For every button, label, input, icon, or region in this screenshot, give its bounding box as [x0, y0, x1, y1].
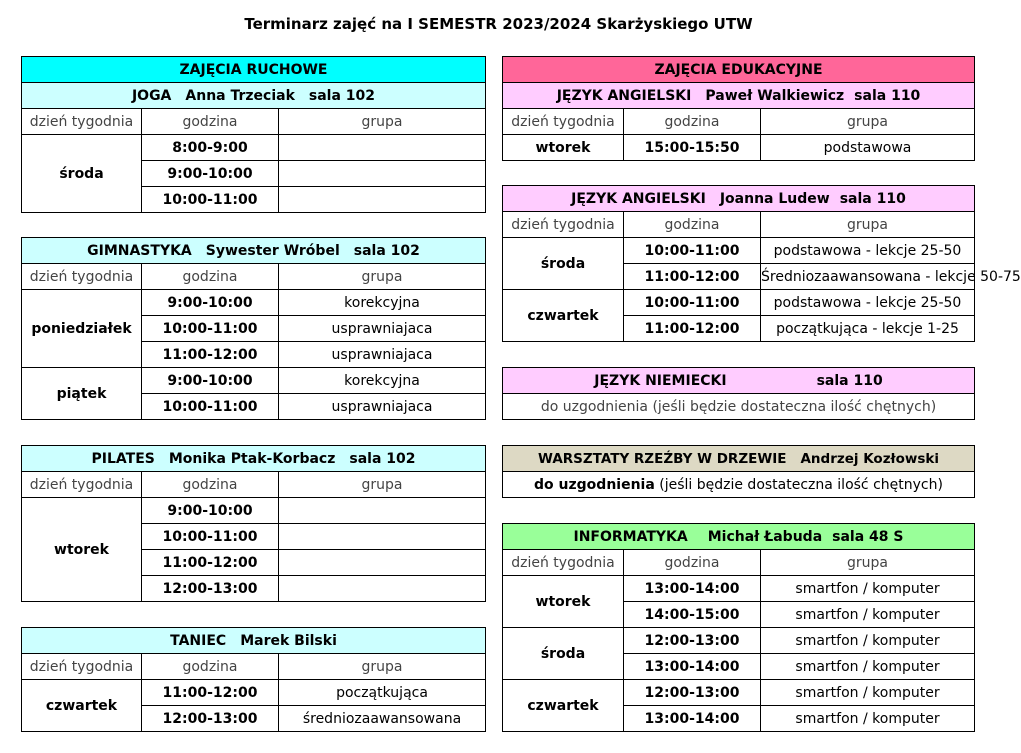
group-cell: podstawowa: [761, 135, 975, 161]
informatyka-title: [503, 524, 975, 550]
niemiecki-table: [502, 367, 975, 420]
day-cell: środa: [503, 628, 624, 680]
col-day-label: dzień tygodnia: [503, 212, 624, 238]
group-cell: smartfon / komputer: [761, 654, 975, 680]
col-group-label: grupa: [279, 654, 486, 680]
gimnastyka-block: [21, 237, 486, 420]
teacher-name: Sywester Wróbel: [205, 242, 340, 259]
col-day-label: dzień tygodnia: [22, 264, 142, 290]
group-cell: usprawniajaca: [279, 342, 486, 368]
group-cell: [279, 524, 486, 550]
col-group-label: grupa: [279, 472, 486, 498]
rzezba-note: [503, 472, 975, 498]
course-name: JĘZYK NIEMIECKI: [594, 372, 727, 389]
col-group-label: grupa: [279, 264, 486, 290]
time-cell: 10:00-11:00: [142, 187, 279, 213]
niemiecki-block: [502, 367, 975, 420]
col-group-label: grupa: [761, 212, 975, 238]
rzezba-note-bold: do uzgodnienia: [534, 476, 655, 493]
course-name: INFORMATYKA: [573, 528, 688, 545]
col-group-label: grupa: [279, 109, 486, 135]
angielski-ludew-block: [502, 185, 1021, 342]
room: sala 102: [308, 87, 376, 104]
angielski-walkiewicz-block: [502, 56, 975, 161]
day-cell: czwartek: [503, 290, 624, 342]
group-cell: średniozaawansowana: [279, 706, 486, 732]
room: sala 110: [816, 372, 883, 389]
group-cell: [279, 187, 486, 213]
time-cell: 9:00-10:00: [142, 290, 279, 316]
time-cell: 11:00-12:00: [142, 680, 279, 706]
group-cell: [279, 576, 486, 602]
group-cell: Średniozaawansowana - lekcje 50-75: [761, 264, 975, 290]
teacher-name: Michał Łabuda: [707, 528, 823, 545]
col-hour-label: godzina: [142, 109, 279, 135]
course-name: TANIEC: [170, 632, 227, 649]
time-cell: 12:00-13:00: [142, 706, 279, 732]
time-cell: 15:00-15:50: [624, 135, 761, 161]
angielski-walkiewicz-title: [503, 83, 975, 109]
niemiecki-title: [503, 368, 975, 394]
time-cell: 8:00-9:00: [142, 135, 279, 161]
time-cell: 11:00-12:00: [624, 264, 761, 290]
time-cell: 10:00-11:00: [624, 290, 761, 316]
col-hour-label: godzina: [142, 472, 279, 498]
taniec-table: [21, 627, 486, 732]
course-name: JĘZYK ANGIELSKI: [556, 87, 692, 104]
time-cell: 9:00-10:00: [142, 498, 279, 524]
angielski-ludew-title: [503, 186, 975, 212]
group-cell: [279, 135, 486, 161]
group-cell: [279, 550, 486, 576]
rzezba-note-rest: (jeśli będzie dostateczna ilość chętnych): [659, 476, 943, 493]
page-title: Terminarz zajęć na I SEMESTR 2023/2024 Skarżyskiego UTW: [244, 15, 753, 33]
rzezba-table: [502, 445, 975, 498]
day-cell: czwartek: [22, 680, 142, 732]
group-cell: usprawniajaca: [279, 394, 486, 420]
teacher-name: Marek Bilski: [240, 632, 337, 649]
col-day-label: dzień tygodnia: [22, 109, 142, 135]
course-name: PILATES: [91, 450, 155, 467]
room: sala 110: [854, 87, 921, 104]
informatyka-block: [502, 523, 975, 732]
group-cell: podstawowa - lekcje 25-50: [761, 290, 975, 316]
taniec-title: [22, 628, 486, 654]
teacher-name: Joanna Ludew: [719, 190, 830, 207]
day-cell: piątek: [22, 368, 142, 420]
time-cell: 14:00-15:00: [624, 602, 761, 628]
joga-title: [22, 83, 486, 109]
room: sala 102: [353, 242, 420, 259]
room: sala 102: [349, 450, 416, 467]
taniec-block: [21, 627, 486, 732]
day-cell: środa: [503, 238, 624, 290]
zajecia-edukacyjne-header: ZAJĘCIA EDUKACYJNE: [503, 57, 975, 83]
teacher-name: Andrzej Kozłowski: [800, 450, 939, 467]
day-cell: wtorek: [503, 135, 624, 161]
group-cell: smartfon / komputer: [761, 602, 975, 628]
time-cell: 12:00-13:00: [624, 628, 761, 654]
col-day-label: dzień tygodnia: [503, 109, 624, 135]
group-cell: smartfon / komputer: [761, 628, 975, 654]
time-cell: 9:00-10:00: [142, 368, 279, 394]
zajecia-ruchowe-header: ZAJĘCIA RUCHOWE: [22, 57, 486, 83]
teacher-name: Paweł Walkiewicz: [705, 87, 845, 104]
joga-block: [21, 56, 486, 213]
group-cell: [279, 161, 486, 187]
angielski-walkiewicz-table: [502, 56, 975, 161]
day-cell: poniedziałek: [22, 290, 142, 368]
gimnastyka-title: [22, 238, 486, 264]
group-cell: smartfon / komputer: [761, 706, 975, 732]
teacher-name: Anna Trzeciak: [185, 87, 295, 104]
group-cell: korekcyjna: [279, 368, 486, 394]
pilates-title: [22, 446, 486, 472]
course-name: JOGA: [131, 87, 172, 104]
pilates-block: [21, 445, 486, 602]
group-cell: usprawniajaca: [279, 316, 486, 342]
time-cell: 10:00-11:00: [142, 316, 279, 342]
time-cell: 12:00-13:00: [624, 680, 761, 706]
col-day-label: dzień tygodnia: [22, 654, 142, 680]
col-hour-label: godzina: [624, 109, 761, 135]
pilates-table: [21, 445, 486, 602]
angielski-ludew-table: [502, 185, 1021, 342]
day-cell: czwartek: [503, 680, 624, 732]
rzezba-title: [503, 446, 975, 472]
group-cell: smartfon / komputer: [761, 576, 975, 602]
time-cell: 9:00-10:00: [142, 161, 279, 187]
rzezba-block: [502, 445, 975, 498]
time-cell: 12:00-13:00: [142, 576, 279, 602]
course-name: JĘZYK ANGIELSKI: [571, 190, 706, 207]
group-cell: [279, 498, 486, 524]
time-cell: 11:00-12:00: [624, 316, 761, 342]
time-cell: 13:00-14:00: [624, 706, 761, 732]
col-hour-label: godzina: [624, 550, 761, 576]
col-hour-label: godzina: [624, 212, 761, 238]
group-cell: początkująca: [279, 680, 486, 706]
course-name: WARSZTATY RZEŹBY W DRZEWIE: [538, 450, 787, 467]
time-cell: 10:00-11:00: [624, 238, 761, 264]
room: sala 48 S: [832, 528, 904, 545]
group-cell: korekcyjna: [279, 290, 486, 316]
room: sala 110: [839, 190, 906, 207]
group-cell: smartfon / komputer: [761, 680, 975, 706]
col-day-label: dzień tygodnia: [22, 472, 142, 498]
time-cell: 10:00-11:00: [142, 524, 279, 550]
niemiecki-note: do uzgodnienia (jeśli będzie dostateczna ilość chętnych): [503, 394, 975, 420]
group-cell: początkująca - lekcje 1-25: [761, 316, 975, 342]
group-cell: podstawowa - lekcje 25-50: [761, 238, 975, 264]
col-group-label: grupa: [761, 109, 975, 135]
time-cell: 13:00-14:00: [624, 576, 761, 602]
time-cell: 11:00-12:00: [142, 342, 279, 368]
day-cell: wtorek: [503, 576, 624, 628]
time-cell: 10:00-11:00: [142, 394, 279, 420]
joga-table: [21, 56, 486, 213]
teacher-name: Monika Ptak-Korbacz: [168, 450, 336, 467]
day-cell: środa: [22, 135, 142, 213]
day-cell: wtorek: [22, 498, 142, 602]
time-cell: 11:00-12:00: [142, 550, 279, 576]
col-hour-label: godzina: [142, 264, 279, 290]
col-hour-label: godzina: [142, 654, 279, 680]
informatyka-table: [502, 523, 975, 732]
course-name: GIMNASTYKA: [87, 242, 192, 259]
time-cell: 13:00-14:00: [624, 654, 761, 680]
col-day-label: dzień tygodnia: [503, 550, 624, 576]
col-group-label: grupa: [761, 550, 975, 576]
gimnastyka-table: [21, 237, 486, 420]
